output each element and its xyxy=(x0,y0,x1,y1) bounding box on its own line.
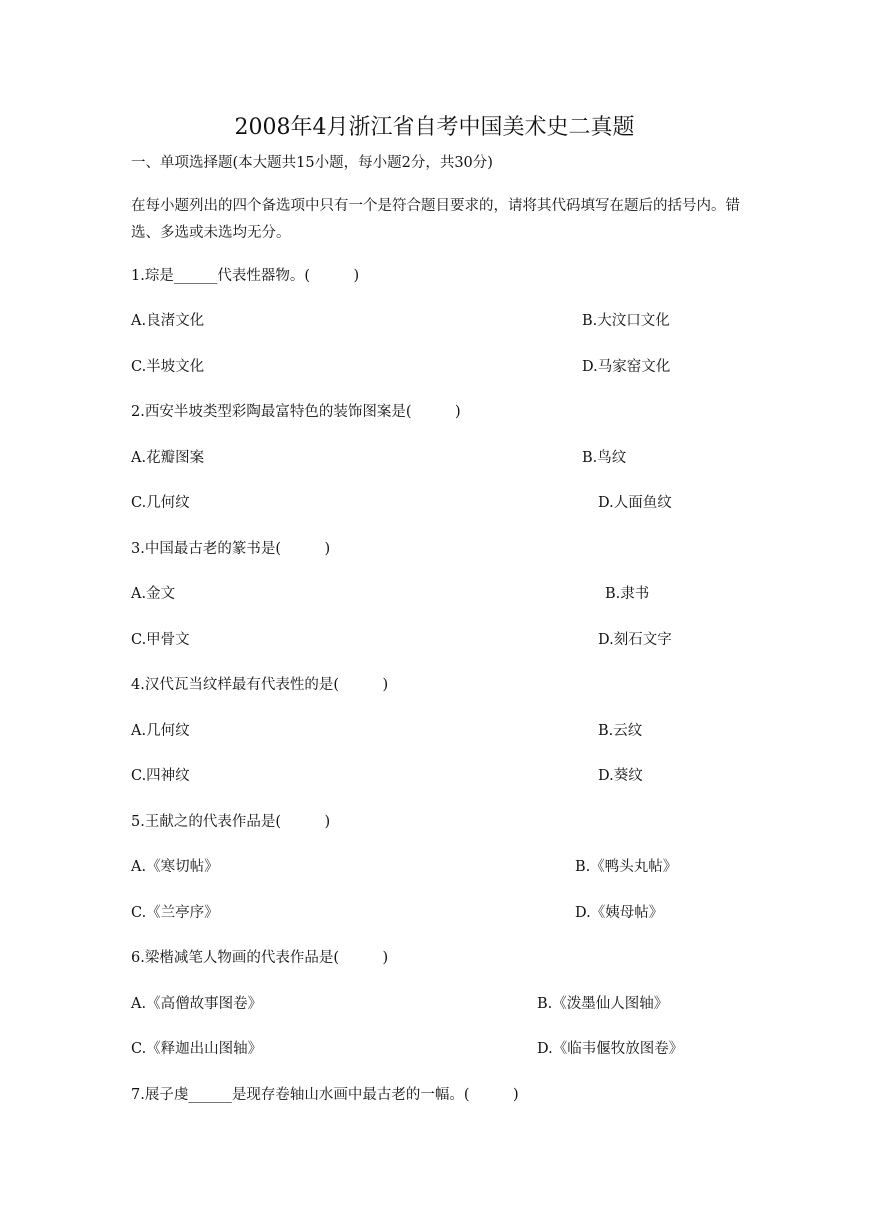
option-d: D.葵纹 xyxy=(598,768,643,784)
option-c: C.《兰亭序》 xyxy=(131,905,219,921)
instructions: 在每小题列出的四个备选项中只有一个是符合题目要求的，请将其代码填写在题后的括号内。错选、多选或未选均无分。 xyxy=(131,198,740,241)
option-a: A.《高僧故事图卷》 xyxy=(131,996,263,1012)
option-a: A.花瓣图案 xyxy=(131,450,205,466)
question-stem: 1.琮是______代表性器物。( ) xyxy=(131,268,360,284)
option-a: A.几何纹 xyxy=(131,723,190,739)
question-stem: 3.中国最古老的篆书是( ) xyxy=(131,541,331,557)
option-c: C.《释迦出山图轴》 xyxy=(131,1041,263,1057)
option-b: B.鸟纹 xyxy=(582,450,627,466)
option-c: C.几何纹 xyxy=(131,495,190,511)
option-c: C.四神纹 xyxy=(131,768,190,784)
option-b: B.《鸭头丸帖》 xyxy=(575,859,678,875)
option-c: C.甲骨文 xyxy=(131,632,190,648)
option-a: A.良渚文化 xyxy=(131,313,205,329)
page-title: 2008年4月浙江省自考中国美术史二真题 xyxy=(234,115,635,140)
option-d: D.马家窑文化 xyxy=(582,359,671,375)
option-b: B.云纹 xyxy=(598,723,643,739)
option-a: A.《寒切帖》 xyxy=(131,859,219,875)
option-d: D.刻石文字 xyxy=(598,632,672,648)
option-b: B.《泼墨仙人图轴》 xyxy=(537,996,669,1012)
section-heading: 一、单项选择题(本大题共15小题，每小题2分，共30分) xyxy=(131,155,493,171)
option-d: D.人面鱼纹 xyxy=(598,495,672,511)
question-stem: 2.西安半坡类型彩陶最富特色的装饰图案是( ) xyxy=(131,404,461,420)
option-b: B.隶书 xyxy=(605,586,650,602)
option-a: A.金文 xyxy=(131,586,176,602)
option-d: D.《姨母帖》 xyxy=(575,905,664,921)
option-c: C.半坡文化 xyxy=(131,359,205,375)
option-b: B.大汶口文化 xyxy=(582,313,670,329)
question-stem: 5.王献之的代表作品是( ) xyxy=(131,814,331,830)
question-stem: 4.汉代瓦当纹样最有代表性的是( ) xyxy=(131,677,389,693)
question-stem: 7.展子虔______是现存卷轴山水画中最古老的一幅。( ) xyxy=(131,1087,519,1103)
option-d: D.《临韦偃牧放图卷》 xyxy=(537,1041,684,1057)
question-stem: 6.梁楷减笔人物画的代表作品是( ) xyxy=(131,950,389,966)
